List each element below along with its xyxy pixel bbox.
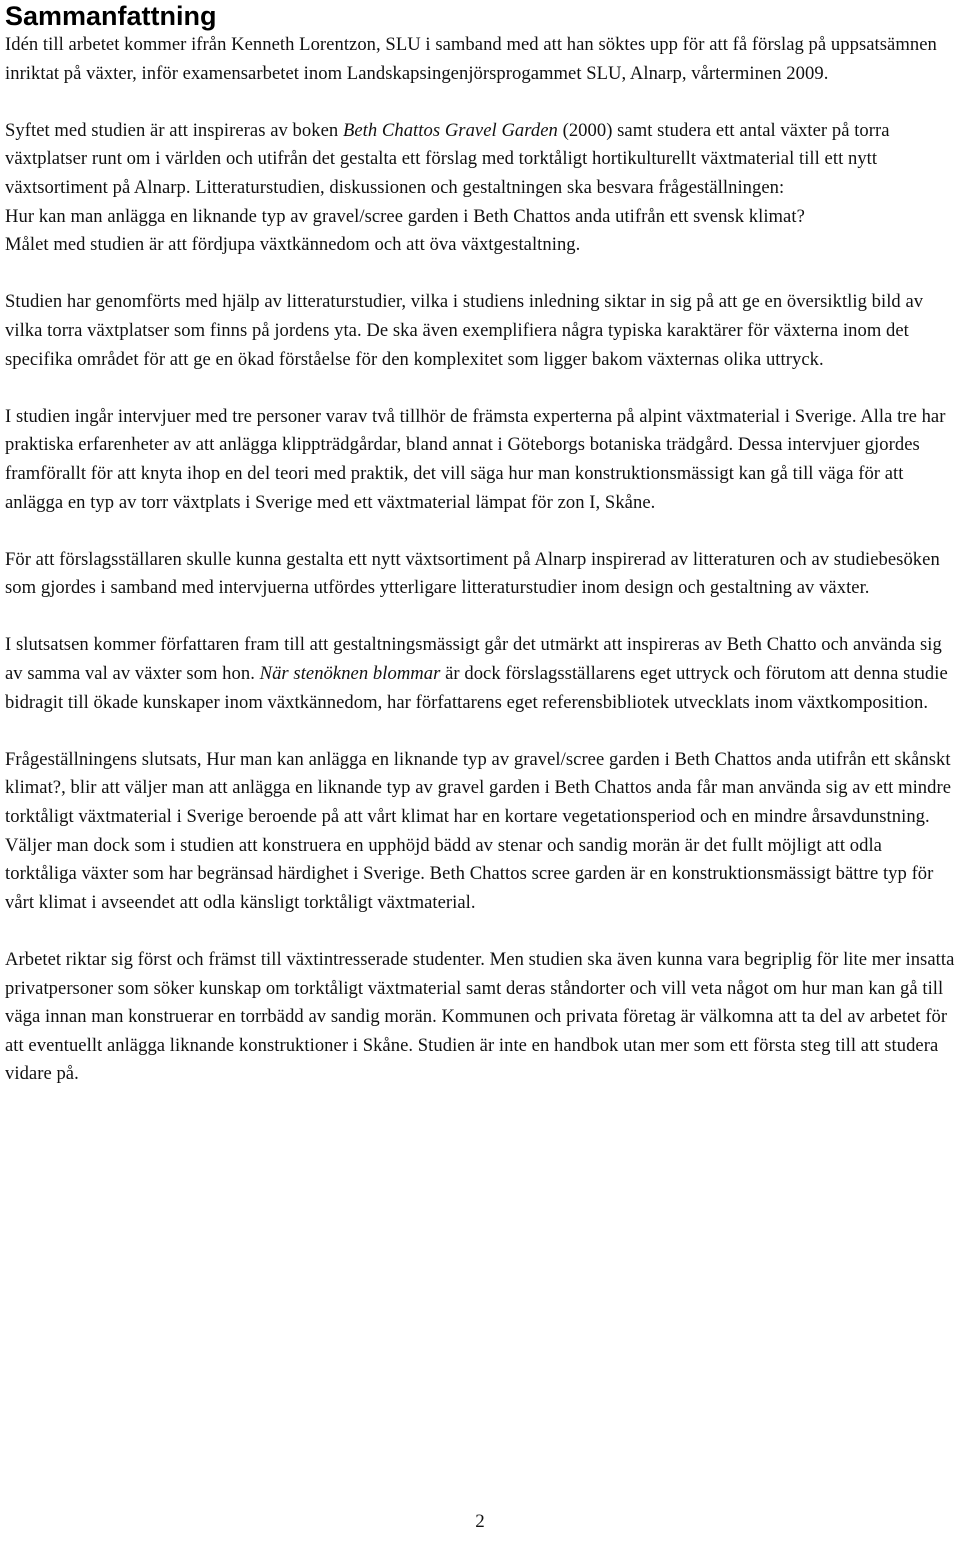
paragraph-gap [5, 517, 955, 546]
paragraph-gap [5, 603, 955, 632]
paragraph-gap [5, 717, 955, 746]
section-heading: Sammanfattning [5, 1, 217, 31]
purpose-text-continued: (2000) samt studera ett antal växter på torra växtplatser runt om i världen och utifrån det gestalta ett förslag med torktåligt hortikulturellt växtmaterial till ett nytt växtsortiment på Alnarp. Litteraturstudien, diskussionen och gestaltningen ska besvara frågeställningen: [5, 119, 890, 198]
paragraph-gap [5, 260, 955, 289]
paragraph-conclusion [5, 631, 955, 717]
paragraph-audience: Arbetet riktar sig först och främst till växtintresserade studenter. Men studien ska även kunna vara begriplig för lite mer insatta privatpersoner som söker kunskap om torktåligt växtmaterial samt deras ståndorter och vill veta något om hur man kan gå till väga innan man konstruerar en torrbädd av sandig morän. Kommunen och privata företag är välkomna att ta del av arbetet för att eventuellt anlägga liknande konstruktioner i Skåne. Studien är inte en handbok utan mer som ett första steg till att studera vidare på. [5, 949, 955, 1085]
study-goal: Målet med studien är att fördjupa växtkännedom och att öva växtgestaltning. [5, 234, 581, 256]
paragraph-purpose [5, 117, 955, 203]
design-title: När stenöknen blommar [259, 663, 441, 685]
book-title: Beth Chattos Gravel Garden [342, 119, 558, 141]
paragraph-origin: Idén till arbetet kommer ifrån Kenneth Lorentzon, SLU i samband med att han söktes upp för att få förslag på uppsatsämnen inriktat på växter, inför examensarbetet inom Landskapsingenjörsprogammet SLU, Alnarp, vårterminen 2009. [5, 34, 937, 84]
paragraph-interviews: I studien ingår intervjuer med tre personer varav två tillhör de främsta experterna på alpint växtmaterial i Sverige. Alla tre har praktiska erfarenheter av att anlägga klippträdgårdar, bland annat i Göteborgs botaniska trädgård. Dessa intervjuer gjordes framförallt för att knyta ihop en del teori med praktik, det vill säga hur man konstruktionsmässigt kan gå till väga för att anlägga en typ av torr växtplats i Sverige med ett växtmaterial lämpat för zon I, Skåne. [5, 405, 946, 513]
purpose-text: Syftet med studien är att inspireras av boken [5, 119, 343, 141]
paragraph-method: Studien har genomförts med hjälp av litteraturstudier, vilka i studiens inledning siktar in sig på att ge en översiktlig bild av vilka torra växtplatser som finns på jordens yta. De ska även exemplifiera några typiska karaktärer för växterna inom det specifika området för att ge en ökad förståelse för den komplexitet som ligger bakom växternas olika uttryck. [5, 291, 924, 370]
paragraph-gap [5, 374, 955, 403]
paragraph-question-answer: Frågeställningens slutsats, Hur man kan anlägga en liknande typ av gravel/scree garden i Beth Chattos anda utifrån ett skånskt klimat?, blir att väljer man att anlägga en liknande typ av gravel garden i Beth Chattos anda får man använda sig av ett mindre torktåligt växtmaterial i Sverige beroende på att vårt klimat har en kortare vegetationsperiod och en mindre årsavdunstning. Väljer man dock som i studien att konstruera en upphöjd bädd av stenar och sandig morän är det fullt möjligt att odla torktåliga växter som har begränsad härdighet i Sverige. Beth Chattos scree garden är en konstruktionsmässigt bättre typ för vårt klimat i avseendet att odla känsligt torktåligt växtmaterial. [5, 748, 952, 913]
document-page [5, 0, 955, 1089]
paragraph-gap [5, 88, 955, 117]
conclusion-text-continued: är dock förslagsställarens eget uttryck och förutom att denna studie bidragit till ökade kunskaper inom växtkännedom, har författarens eget referensbibliotek utvecklats inom växtkomposition. [5, 663, 948, 713]
paragraph-gap [5, 917, 955, 946]
research-question: Hur kan man anlägga en liknande typ av gravel/scree garden i Beth Chattos anda utifrån ett svensk klimat? [5, 205, 805, 227]
conclusion-text: I slutsatsen kommer författaren fram till att gestaltningsmässigt går det utmärkt att inspireras av Beth Chatto och använda sig av samma val av växter som hon. [5, 634, 942, 685]
page-number: 2 [475, 1511, 485, 1532]
paragraph-design: För att förslagsställaren skulle kunna gestalta ett nytt växtsortiment på Alnarp inspirerad av litteraturen och av studiebesöken som gjordes i samband med intervjuerna utfördes ytterligare litteraturstudier inom design och gestaltning av växter. [5, 548, 940, 599]
